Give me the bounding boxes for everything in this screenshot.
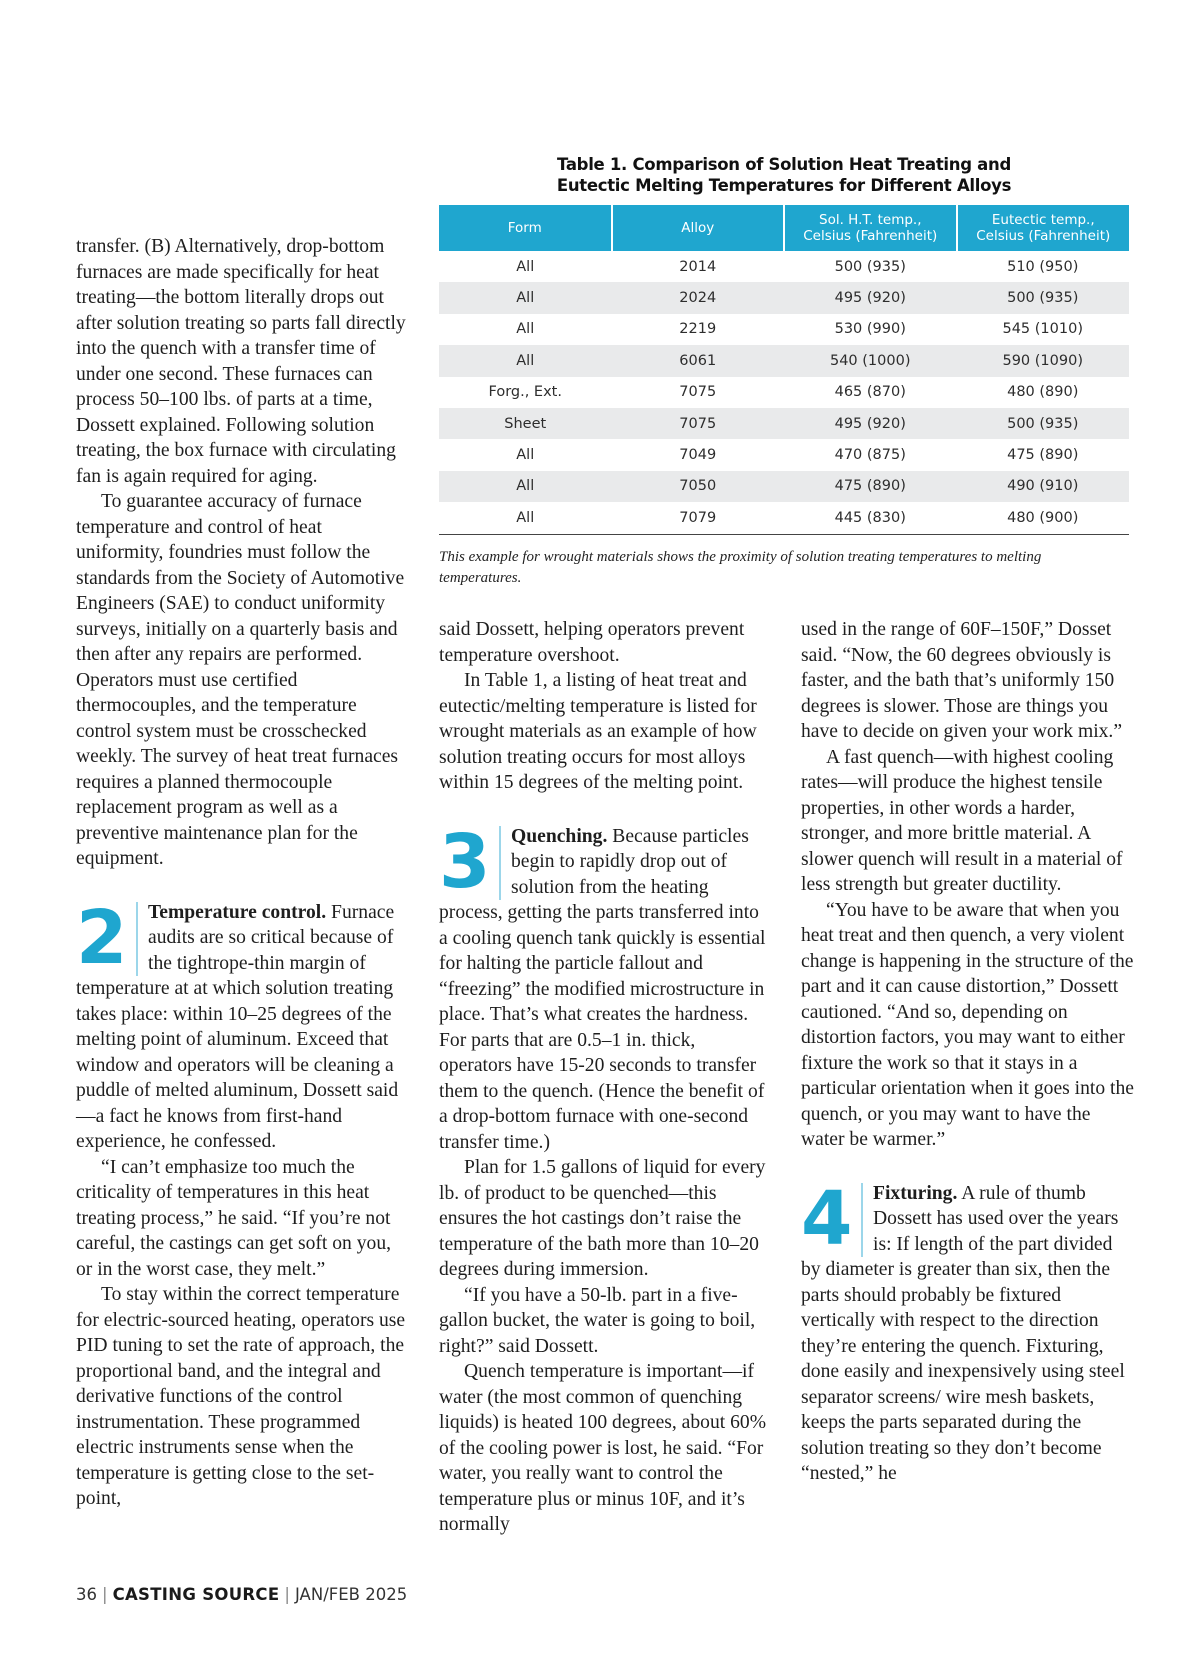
comparison-table-block	[439, 154, 1129, 589]
table-row	[439, 439, 1129, 470]
table-row	[439, 345, 1129, 376]
publication-name: CASTING SOURCE	[112, 1585, 280, 1604]
cell-eutectic-temp: 475 (890)	[1007, 447, 1079, 464]
table-row	[439, 314, 1129, 345]
section-number-3: 3	[439, 826, 501, 900]
col2-paragraph-1: said Dossett, helping operators prevent temperature overshoot.	[439, 619, 745, 666]
comparison-table	[439, 205, 1129, 535]
cell-alloy: 7079	[612, 502, 785, 534]
cell-sol-ht-temp: 495 (920)	[784, 408, 957, 439]
cell-form: All	[439, 471, 612, 502]
cell-eutectic-temp: 590 (1090)	[957, 345, 1130, 376]
page-number: 36	[76, 1585, 97, 1604]
col3-paragraph-2: A fast quench—with highest cooling rates—will produce the highest tensile properties, in other words a harder, stronger, and more brittle material. A slower quench will result in a material of less strength but greater ductility.	[801, 746, 1123, 895]
cell-form: Forg., Ext.	[488, 384, 562, 401]
column-3	[801, 617, 1134, 1487]
table-row	[439, 471, 1129, 502]
table-row	[439, 408, 1129, 439]
cell-alloy: 2024	[612, 282, 785, 313]
section-4-body: A rule of thumb Dossett has used over the years is: If length of the part divided by diameter is greater than six, then the parts should probably be fixtured vertically with respect to the direction they’re entering the quench. Fixturing, done easily and inexpensively using steel separator screens/ wire mesh baskets, keeps the parts separated during the solution treating so they don’t become “nested,” he	[801, 1182, 1125, 1484]
section-4-heading: Fixturing.	[873, 1182, 958, 1204]
table-title-line-2: Eutectic Melting Temperatures for Different Alloys	[556, 176, 1012, 195]
column-1	[76, 234, 409, 1512]
section-2-heading: Temperature control.	[148, 901, 327, 923]
section-3-body: Because particles begin to rapidly drop out of solution from the heating process, getting the parts transferred into a cooling quench tank quickly is essential for halting the particle fallout and “freezing” the modified microstructure in place. That’s what creates the hardness. For parts that are 0.5–1 in. thick, operators have 15-20 seconds to transfer them to the quench. (Hence the benefit of a drop-bottom furnace with one-second transfer time.)	[439, 825, 766, 1153]
col1-paragraph-3: “I can’t emphasize too much the criticality of temperatures in this heat treating process,” he said. “If you’re not careful, the castings can get soft on you, or in the worst case, they melt.”	[76, 1156, 392, 1280]
cell-alloy: 7075	[612, 408, 785, 439]
cell-form: All	[516, 321, 535, 338]
col3-paragraph-1: used in the range of 60F–150F,” Dosset said. “Now, the 60 degrees obviously is faster, and the bath that’s uniformly 150 degrees is slower. Those are things you have to decide on given your work mix.”	[801, 619, 1123, 742]
cell-eutectic-temp: 480 (900)	[957, 502, 1130, 534]
cell-form: All	[439, 502, 612, 534]
section-3-heading: Quenching.	[511, 825, 608, 847]
cell-sol-ht-temp: 495 (920)	[784, 282, 957, 313]
cell-alloy: 6061	[612, 345, 785, 376]
table-title	[439, 154, 1129, 196]
header-alloy: Alloy	[612, 205, 785, 251]
col2-paragraph-2: In Table 1, a listing of heat treat and eutectic/melting temperature is listed for wrought materials as an example of how solution treating occurs for most alloys within 15 degrees of the melting point.	[439, 670, 757, 793]
cell-form: All	[439, 282, 612, 313]
section-3-quenching	[439, 818, 772, 1156]
cell-eutectic-temp: 545 (1010)	[1002, 321, 1083, 338]
section-4-fixturing	[801, 1175, 1134, 1487]
cell-sol-ht-temp: 475 (890)	[784, 471, 957, 502]
section-2-temperature-control	[76, 894, 409, 1155]
cell-form: All	[516, 258, 535, 275]
section-number-2: 2	[76, 902, 138, 976]
cell-sol-ht-temp: 530 (990)	[834, 321, 906, 338]
cell-eutectic-temp: 500 (935)	[957, 408, 1130, 439]
issue-date: JAN/FEB 2025	[294, 1585, 408, 1604]
cell-form: Sheet	[439, 408, 612, 439]
cell-eutectic-temp: 510 (950)	[1007, 258, 1079, 275]
col1-paragraph-2: To guarantee accuracy of furnace temperature and control of heat uniformity, foundries must follow the standards from the Society of Automotive Engineers (SAE) to conduct uniformity surveys, initially on a quarterly basis and then after any repairs are performed. Operators must use certified thermocouples, and the temperature control system must be crosschecked weekly. The survey of heat treat furnaces requires a planned thermocouple replacement program as well as a preventive maintenance plan for the equipment.	[76, 491, 405, 869]
cell-sol-ht-temp: 445 (830)	[784, 502, 957, 534]
cell-alloy: 7049	[679, 447, 717, 464]
header-sol-ht-temp: Sol. H.T. temp., Celsius (Fahrenheit)	[784, 205, 957, 251]
table-row	[439, 502, 1129, 534]
table-caption: This example for wrought materials shows the proximity of solution treating temperatures to melting temperatures.	[439, 548, 1042, 586]
section-2-body: Furnace audits are so critical because of the tightrope-thin margin of temperature at at which solution treating takes place: within 10–25 degrees of the melting point of aluminum. Exceed that window and operators will be cleaning a puddle of melted aluminum, Dossett said—a fact he knows from first-hand experience, he confessed.	[76, 901, 399, 1152]
col2-paragraph-3: Plan for 1.5 gallons of liquid for every lb. of product to be quenched—this ensures the hot castings don’t raise the temperature of the bath more than 10–20 degrees during immersion.	[439, 1157, 766, 1280]
cell-alloy: 7050	[612, 471, 785, 502]
page-footer: 36 | CASTING SOURCE | JAN/FEB 2025	[76, 1585, 408, 1604]
cell-sol-ht-temp: 540 (1000)	[784, 345, 957, 376]
section-number-4: 4	[801, 1183, 863, 1257]
table-header-row	[439, 205, 1129, 251]
table-body	[439, 251, 1129, 534]
col1-paragraph-1: transfer. (B) Alternatively, drop-bottom furnaces are made specifically for heat treating—the bottom literally drops out after solution treating so parts fall directly into the quench with a transfer time of under one second. These furnaces can process 50–100 lbs. of parts at a time, Dossett explained. Following solution treating, the box furnace with circulating fan is again required for aging.	[76, 236, 406, 487]
cell-sol-ht-temp: 500 (935)	[834, 258, 906, 275]
cell-sol-ht-temp: 470 (875)	[834, 447, 906, 464]
col2-paragraph-4: “If you have a 50-lb. part in a five-gallon bucket, the water is going to boil, right?” said Dossett.	[439, 1284, 756, 1357]
cell-eutectic-temp: 500 (935)	[957, 282, 1130, 313]
col1-paragraph-4: To stay within the correct temperature for electric-sourced heating, operators use PID tuning to set the rate of approach, the proportional band, and the integral and derivative functions of the control instrumentation. These programmed electric instruments sense when the temperature is getting close to the set-point,	[76, 1284, 406, 1509]
cell-sol-ht-temp: 465 (870)	[834, 384, 906, 401]
table-row	[439, 377, 1129, 408]
cell-alloy: 2014	[679, 258, 717, 275]
table-title-line-1: Table 1. Comparison of Solution Heat Treating and	[557, 155, 1011, 174]
table-row	[439, 251, 1129, 282]
header-form: Form	[439, 205, 612, 251]
col3-paragraph-3: “You have to be aware that when you heat treat and then quench, a very violent change is happening in the structure of the part and it can cause distortion,” Dossett cautioned. “And so, depending on distortion factors, you may want to either fixture the work so that it stays in a particular orientation when it goes into the quench, or you may want to have the water be warmer.”	[801, 899, 1134, 1150]
cell-eutectic-temp: 480 (890)	[1007, 384, 1079, 401]
cell-alloy: 2219	[679, 321, 717, 338]
cell-alloy: 7075	[679, 384, 717, 401]
column-2	[439, 617, 772, 1538]
table-row	[439, 282, 1129, 313]
header-eutectic-temp: Eutectic temp., Celsius (Fahrenheit)	[957, 205, 1130, 251]
cell-form: All	[516, 447, 535, 464]
cell-form: All	[439, 345, 612, 376]
cell-eutectic-temp: 490 (910)	[957, 471, 1130, 502]
col2-paragraph-5: Quench temperature is important—if water (the most common of quenching liquids) is heated 100 degrees, about 60% of the cooling power is lost, he said. “For water, you really want to control the temperature plus or minus 10F, and it’s normally	[439, 1361, 767, 1535]
